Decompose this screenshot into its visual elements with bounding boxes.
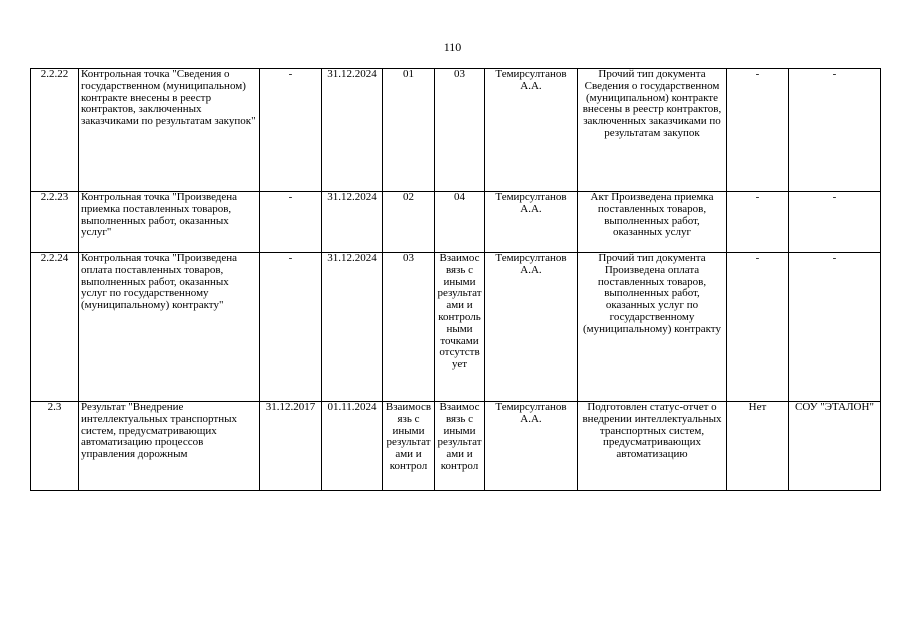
row-number: 2.2.22 [31,69,79,192]
row-predecessor: 03 [383,253,435,402]
plan-table [30,68,881,491]
row-col10: - [789,192,881,253]
row-end-date: 01.11.2024 [322,402,383,491]
row-col10: СОУ "ЭТАЛОН" [789,402,881,491]
row-number: 2.2.24 [31,253,79,402]
row-end-date: 31.12.2024 [322,192,383,253]
table-row [31,192,881,253]
row-number: 2.2.23 [31,192,79,253]
row-result-document: Прочий тип документа Произведена оплата поставленных товаров, выполненных работ, оказанных услуг по государственному (муниципальному) контракту [578,253,727,402]
row-predecessor: Взаимосвязь с иными результатами и контрол [383,402,435,491]
row-successor: 04 [435,192,485,253]
row-end-date: 31.12.2024 [322,253,383,402]
row-responsible: Темирсултанов А.А. [485,253,578,402]
row-responsible: Темирсултанов А.А. [485,69,578,192]
row-col10: - [789,69,881,192]
row-end-date: 31.12.2024 [322,69,383,192]
table-row [31,253,881,402]
row-successor: Взаимосвязь с иными результатами и контрол [435,402,485,491]
row-name: Контрольная точка "Произведена приемка поставленных товаров, выполненных работ, оказанных услуг" [79,192,260,253]
row-predecessor: 01 [383,69,435,192]
row-start-date: - [260,69,322,192]
row-start-date: - [260,253,322,402]
row-name: Контрольная точка "Произведена оплата поставленных товаров, выполненных работ, оказанных услуг по государственному (муниципальному) контракту" [79,253,260,402]
row-successor: 03 [435,69,485,192]
row-col9: - [727,69,789,192]
row-name: Контрольная точка "Сведения о государственном (муниципальном) контракте внесены в реестр контрактов, заключенных заказчиками по результатам закупок" [79,69,260,192]
row-predecessor: 02 [383,192,435,253]
row-responsible: Темирсултанов А.А. [485,192,578,253]
row-col9: - [727,253,789,402]
row-result-document: Прочий тип документа Сведения о государственном (муниципальном) контракте внесены в реестр контрактов, заключенных заказчиками по результатам закупок [578,69,727,192]
row-start-date: 31.12.2017 [260,402,322,491]
row-name: Результат "Внедрение интеллектуальных транспортных систем, предусматривающих автоматизацию процессов управления дорожным [79,402,260,491]
row-start-date: - [260,192,322,253]
page-number: 110 [443,40,462,54]
row-result-document: Акт Произведена приемка поставленных товаров, выполненных работ, оказанных услуг [578,192,727,253]
row-col10: - [789,253,881,402]
row-result-document: Подготовлен статус-отчет о внедрении интеллектуальных транспортных систем, предусматривающих автоматизацию [578,402,727,491]
table-row [31,69,881,192]
row-col9: Нет [727,402,789,491]
row-col9: - [727,192,789,253]
row-successor: Взаимосвязь с иными результатами и контрольными точками отсутствует [435,253,485,402]
row-number: 2.3 [31,402,79,491]
table-row [31,402,881,491]
row-responsible: Темирсултанов А.А. [485,402,578,491]
